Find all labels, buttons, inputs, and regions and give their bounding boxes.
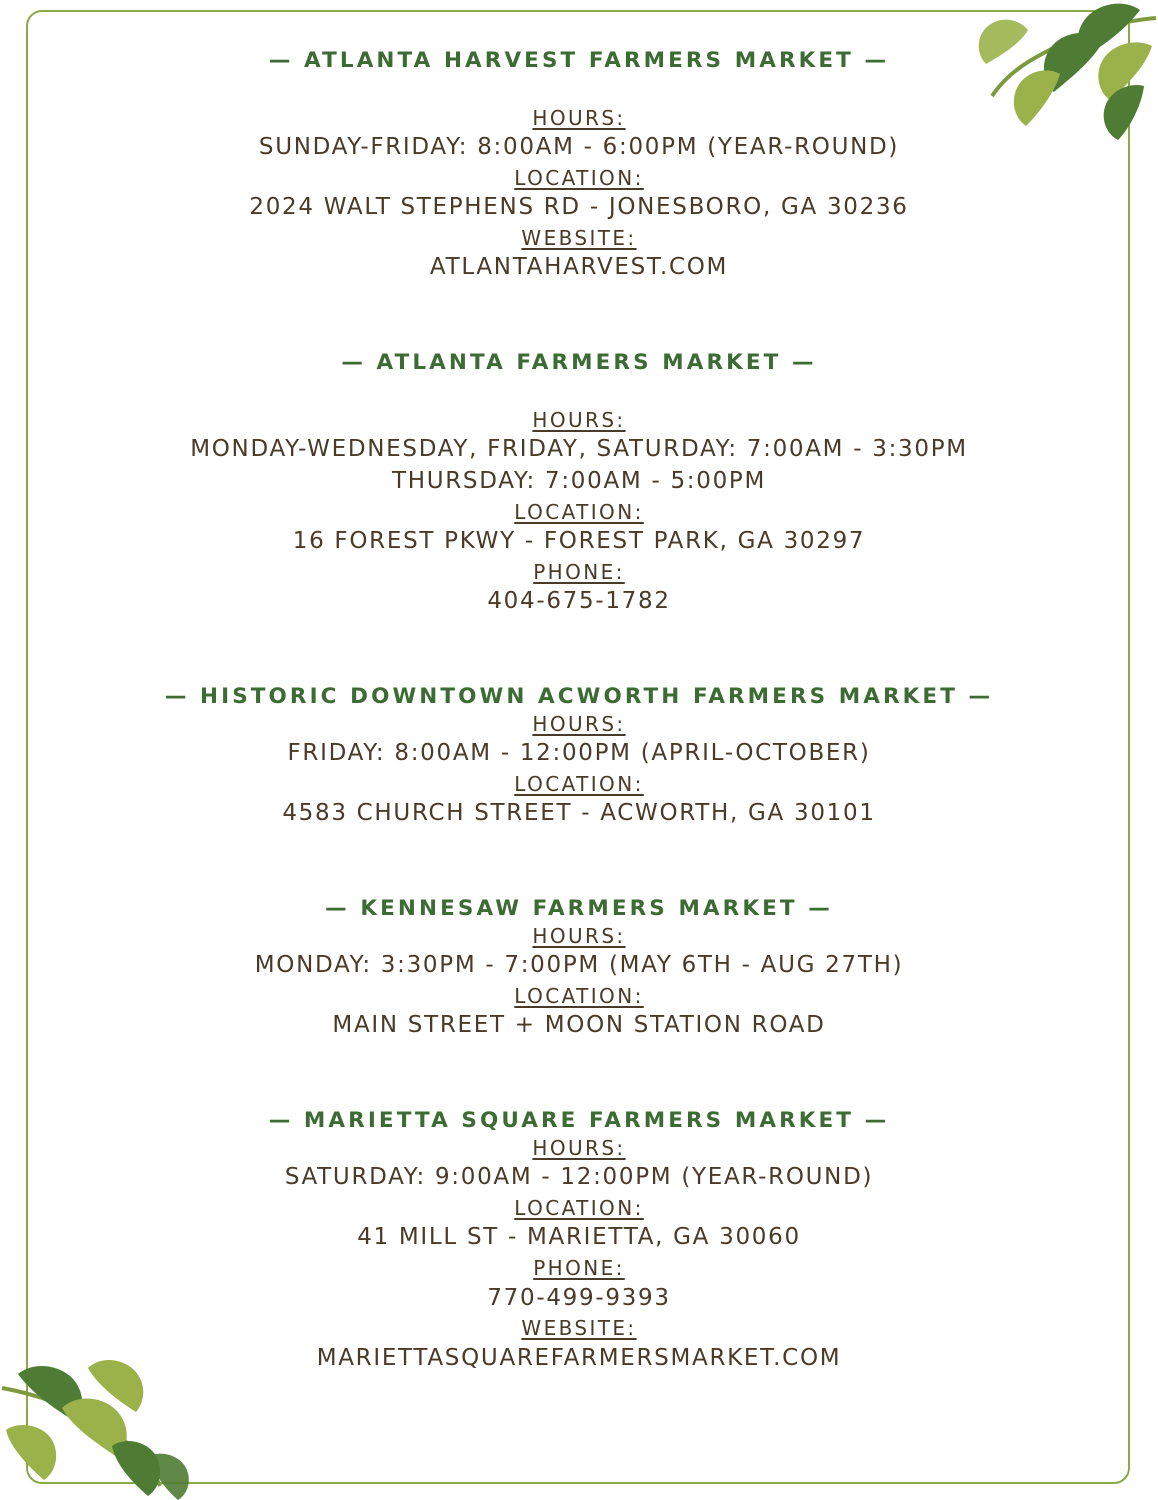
market-title: — ATLANTA FARMERS MARKET —: [341, 350, 817, 376]
market-entry: [60, 1108, 1098, 1374]
location-label: LOCATION:: [514, 772, 644, 796]
location-value: MAIN STREET + MOON STATION ROAD: [332, 1012, 826, 1039]
hours-value: MONDAY: 3:30PM - 7:00PM (MAY 6TH - AUG 27TH): [254, 952, 904, 979]
hours-value: SATURDAY: 9:00AM - 12:00PM (YEAR-ROUND): [284, 1164, 874, 1191]
location-label: LOCATION:: [514, 499, 644, 524]
market-entry: [60, 350, 1098, 618]
website-value: ATLANTAHARVEST.COM: [429, 254, 729, 281]
location-label: LOCATION:: [514, 165, 644, 190]
hours-label: HOURS:: [532, 105, 626, 130]
market-title: — MARIETTA SQUARE FARMERS MARKET —: [268, 1108, 890, 1134]
location-value: 2024 WALT STEPHENS RD - JONESBORO, GA 30236: [249, 194, 909, 221]
phone-value: 770-499-9393: [487, 1284, 671, 1311]
hours-label: HOURS:: [532, 923, 626, 948]
phone-value: 404-675-1782: [487, 588, 671, 615]
market-entry: [60, 896, 1098, 1042]
website-label: WEBSITE:: [521, 1316, 637, 1341]
market-title: — KENNESAW FARMERS MARKET —: [325, 896, 833, 922]
hours-value: THURSDAY: 7:00AM - 5:00PM: [391, 468, 767, 495]
hours-value: SUNDAY-FRIDAY: 8:00AM - 6:00PM (YEAR-ROUND): [258, 134, 900, 161]
hours-label: HOURS:: [532, 1135, 626, 1160]
location-label: LOCATION:: [514, 984, 644, 1009]
website-value: MARIETTASQUAREFARMERSMARKET.COM: [316, 1344, 842, 1371]
market-title: — ATLANTA HARVEST FARMERS MARKET —: [268, 48, 890, 73]
website-label: WEBSITE:: [521, 226, 637, 251]
hours-value: MONDAY-WEDNESDAY, FRIDAY, SATURDAY: 7:00AM - 3:30PM: [190, 436, 968, 463]
hours-label: HOURS:: [532, 407, 626, 432]
market-entry: [60, 684, 1098, 830]
location-value: 16 FOREST PKWY - FOREST PARK, GA 30297: [292, 528, 866, 555]
location-label: LOCATION:: [514, 1196, 644, 1221]
location-value: 41 MILL ST - MARIETTA, GA 30060: [357, 1224, 801, 1251]
hours-value: FRIDAY: 8:00AM - 12:00PM (APRIL-OCTOBER): [287, 740, 871, 767]
market-title: — HISTORIC DOWNTOWN ACWORTH FARMERS MARKET —: [164, 684, 994, 710]
market-entry: [60, 48, 1098, 284]
hours-label: HOURS:: [532, 711, 626, 736]
phone-label: PHONE:: [533, 1256, 625, 1281]
phone-label: PHONE:: [533, 559, 625, 584]
location-value: 4583 CHURCH STREET - ACWORTH, GA 30101: [282, 800, 876, 827]
